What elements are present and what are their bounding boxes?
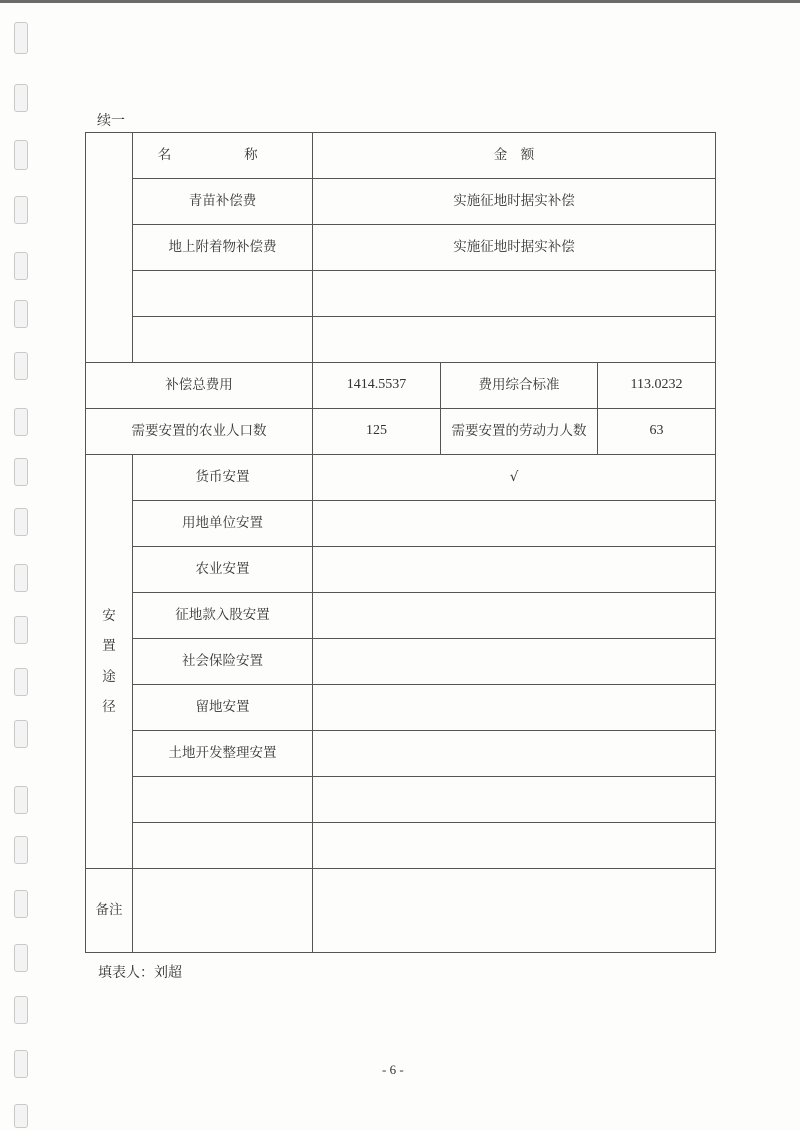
name-header: 名 称 — [133, 133, 313, 179]
population-row — [86, 409, 716, 455]
table-row — [86, 317, 716, 363]
method-check — [313, 823, 716, 869]
method-row — [86, 593, 716, 639]
filler-name: 填表人：刘超 — [98, 965, 182, 981]
population-label: 需要安置的农业人口数 — [86, 409, 313, 455]
scan-top-edge — [0, 0, 800, 3]
item-name: 地上附着物补偿费 — [133, 225, 313, 271]
method-check — [313, 685, 716, 731]
method-row — [86, 455, 716, 501]
method-name: 货币安置 — [133, 455, 313, 501]
standard-value: 113.0232 — [598, 363, 716, 409]
item-value — [313, 271, 716, 317]
method-check: √ — [313, 455, 716, 501]
method-row — [86, 639, 716, 685]
standard-label: 费用综合标准 — [441, 363, 598, 409]
table-header-row — [86, 133, 716, 179]
item-value: 实施征地时据实补偿 — [313, 179, 716, 225]
remarks-label: 备注 — [86, 869, 133, 953]
method-check — [313, 777, 716, 823]
item-value: 实施征地时据实补偿 — [313, 225, 716, 271]
method-row — [86, 777, 716, 823]
method-check — [313, 639, 716, 685]
method-name: 用地单位安置 — [133, 501, 313, 547]
table-row — [86, 179, 716, 225]
total-cost-value: 1414.5537 — [313, 363, 441, 409]
item-name — [133, 317, 313, 363]
remarks-value — [313, 869, 716, 953]
resettlement-label: 安 置 途 径 — [86, 455, 133, 869]
continuation-label: 续一 — [97, 113, 125, 129]
method-name — [133, 777, 313, 823]
compensation-table — [85, 132, 716, 953]
method-name — [133, 823, 313, 869]
method-check — [313, 593, 716, 639]
method-row — [86, 547, 716, 593]
method-row — [86, 685, 716, 731]
blank-left-cell — [86, 133, 133, 363]
method-check — [313, 547, 716, 593]
page-number: - 6 - — [382, 1062, 404, 1077]
table-row — [86, 225, 716, 271]
method-name: 土地开发整理安置 — [133, 731, 313, 777]
item-name: 青苗补偿费 — [133, 179, 313, 225]
remarks-row — [86, 869, 716, 953]
item-name — [133, 271, 313, 317]
method-name: 征地款入股安置 — [133, 593, 313, 639]
population-value: 125 — [313, 409, 441, 455]
method-check — [313, 501, 716, 547]
item-value — [313, 317, 716, 363]
labor-value: 63 — [598, 409, 716, 455]
labor-label: 需要安置的劳动力人数 — [441, 409, 598, 455]
total-cost-label: 补偿总费用 — [86, 363, 313, 409]
method-row — [86, 731, 716, 777]
amount-header: 金 额 — [313, 133, 716, 179]
remarks-blank — [133, 869, 313, 953]
method-row — [86, 501, 716, 547]
method-check — [313, 731, 716, 777]
table-row — [86, 271, 716, 317]
method-name: 社会保险安置 — [133, 639, 313, 685]
method-name: 农业安置 — [133, 547, 313, 593]
method-row — [86, 823, 716, 869]
total-cost-row — [86, 363, 716, 409]
method-name: 留地安置 — [133, 685, 313, 731]
